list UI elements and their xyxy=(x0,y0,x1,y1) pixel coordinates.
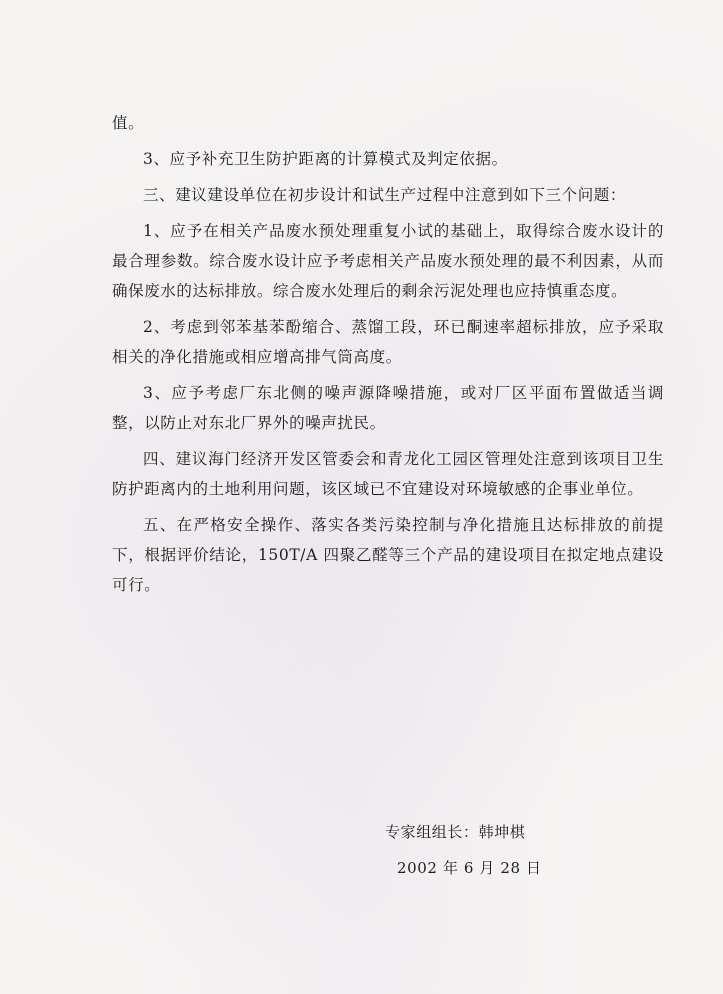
paragraph-section-4: 四、建议海门经济开发区管委会和青龙化工园区管理处注意到该项目卫生防护距离内的土地利用问题，该区域已不宜建设对环境敏感的企事业单位。 xyxy=(112,450,664,498)
paragraph-continuation: 值。 xyxy=(112,114,145,132)
paragraph-item-3-protection-distance: 3、应予补充卫生防护距离的计算模式及判定依据。 xyxy=(143,150,508,168)
signature-leader: 专家组组长：韩坤棋 xyxy=(385,823,526,841)
paragraph-section-5: 五、在严格安全操作、落实各类污染控制与净化措施且达标排放的前提下，根据评价结论，150T/A 四聚乙醛等三个产品的建设项目在拟定地点建设可行。 xyxy=(112,516,664,594)
paragraph-item-2-exhaust: 2、考虑到邻苯基苯酚缩合、蒸馏工段，环已酮速率超标排放，应予采取相关的净化措施或相应增高排气筒高度。 xyxy=(112,318,664,366)
signature-date: 2002 年 6 月 28 日 xyxy=(397,859,542,877)
document-body xyxy=(112,108,664,606)
paragraph-section-3-heading: 三、建议建设单位在初步设计和试生产过程中注意到如下三个问题： xyxy=(143,186,627,204)
paragraph-item-1-wastewater: 1、应予在相关产品废水预处理重复小试的基础上，取得综合废水设计的最合理参数。综合废水设计应予考虑相关产品废水预处理的最不利因素，从而确保废水的达标排放。综合废水处理后的剩余污泥处理也应持慎重态度。 xyxy=(112,222,664,300)
paragraph-item-3-noise: 3、应予考虑厂东北侧的噪声源降噪措施，或对厂区平面布置做适当调整，以防止对东北厂界外的噪声扰民。 xyxy=(112,384,664,432)
